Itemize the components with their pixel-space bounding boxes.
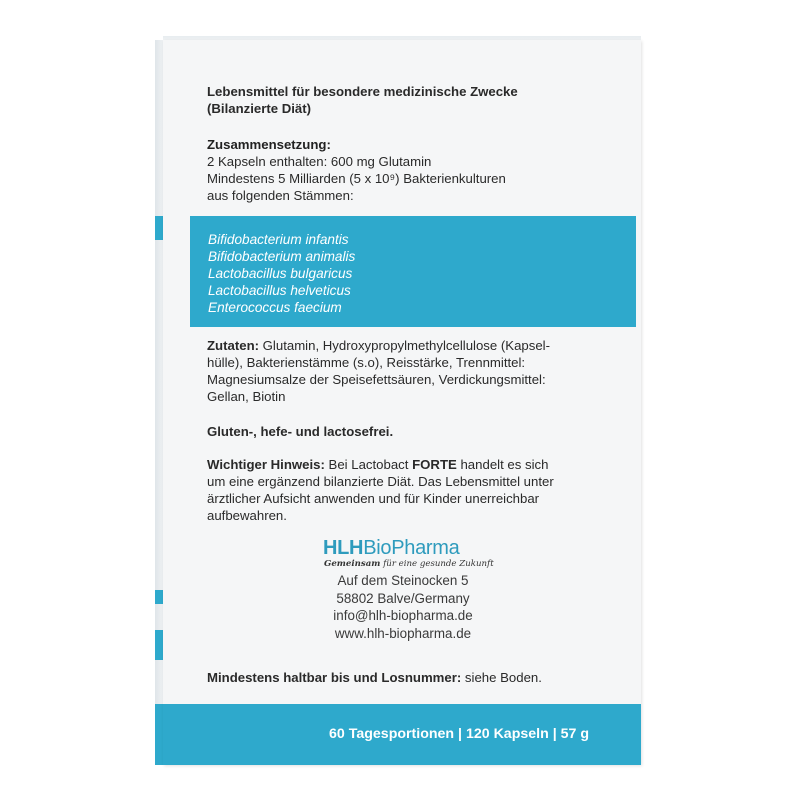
composition-line: Mindestens 5 Milliarden (5 x 10⁹) Bakterienkulturen bbox=[207, 171, 506, 186]
product-category bbox=[207, 83, 607, 117]
notice-line: um eine ergänzend bilanzierte Diät. Das Lebensmittel unter bbox=[207, 474, 554, 489]
brand-forte: FORTE bbox=[412, 457, 457, 472]
strains-band bbox=[190, 216, 636, 327]
address-city: 58802 Balve/Germany bbox=[336, 590, 470, 606]
strain-item: Lactobacillus bulgaricus bbox=[208, 266, 353, 281]
ingredients-line: hülle), Bakterienstämme (s.o), Reisstärke, Trennmittel: bbox=[207, 355, 526, 370]
ingredients-label: Zutaten: bbox=[207, 338, 260, 353]
logo-wordmark bbox=[323, 538, 523, 558]
ingredients-line: Gellan, Biotin bbox=[207, 389, 286, 404]
notice-line: aufbewahren. bbox=[207, 508, 287, 523]
composition-heading: Zusammensetzung: bbox=[207, 137, 331, 152]
logo-hlh: HLH bbox=[323, 537, 364, 559]
strain-item: Bifidobacterium animalis bbox=[208, 249, 356, 264]
best-before-value: siehe Boden. bbox=[461, 670, 542, 685]
notice-line: ärztlicher Aufsicht anwenden und für Kinder unerreichbar bbox=[207, 491, 540, 506]
strain-item: Bifidobacterium infantis bbox=[208, 232, 349, 247]
free-from-statement: Gluten-, hefe- und lactosefrei. bbox=[207, 424, 394, 439]
ingredients-line bbox=[207, 337, 607, 354]
box-side-accent bbox=[155, 704, 163, 765]
package-back bbox=[163, 40, 641, 765]
notice-text: Bei Lactobact bbox=[324, 457, 413, 472]
slogan-rest: für eine gesunde Zukunft bbox=[380, 559, 494, 569]
notice-text: handelt es sich bbox=[456, 457, 549, 472]
composition-line: 2 Kapseln enthalten: 600 mg Glutamin bbox=[207, 154, 432, 169]
notice-line bbox=[207, 456, 607, 473]
logo-slogan bbox=[324, 559, 523, 569]
composition-section bbox=[207, 136, 607, 204]
category-line-1: Lebensmittel für besondere medizinische Zwecke bbox=[207, 84, 518, 99]
category-line-2: (Bilanzierte Diät) bbox=[207, 101, 312, 116]
strains-list bbox=[190, 216, 636, 316]
notice-label: Wichtiger Hinweis: bbox=[207, 457, 325, 472]
strain-item: Enterococcus faecium bbox=[208, 300, 342, 315]
hlh-biopharma-logo bbox=[323, 538, 523, 569]
best-before-line bbox=[207, 669, 607, 686]
composition-line: aus folgenden Stämmen: bbox=[207, 188, 354, 203]
footer-band bbox=[163, 704, 641, 765]
strain-item: Lactobacillus helveticus bbox=[208, 283, 351, 298]
notice-section bbox=[207, 456, 607, 524]
ingredients-text: Glutamin, Hydroxypropylmethylcellulose (Kapsel- bbox=[259, 338, 550, 353]
ingredients-line: Magnesiumsalze der Speisefettsäuren, Verdickungsmittel: bbox=[207, 372, 546, 387]
manufacturer-address bbox=[283, 572, 523, 642]
box-side-accent bbox=[155, 630, 163, 660]
address-website: www.hlh-biopharma.de bbox=[334, 625, 472, 641]
logo-biopharma: BioPharma bbox=[363, 537, 460, 559]
address-email: info@hlh-biopharma.de bbox=[333, 608, 473, 623]
best-before-label: Mindestens haltbar bis und Losnummer: bbox=[207, 670, 462, 685]
package-contents: 60 Tagesportionen | 120 Kapseln | 57 g bbox=[329, 726, 589, 742]
address-street: Auf dem Steinocken 5 bbox=[337, 573, 469, 588]
ingredients-section bbox=[207, 337, 607, 405]
slogan-strong: Gemeinsam bbox=[324, 559, 381, 569]
box-side-accent bbox=[155, 216, 163, 240]
box-side-accent bbox=[155, 590, 163, 604]
